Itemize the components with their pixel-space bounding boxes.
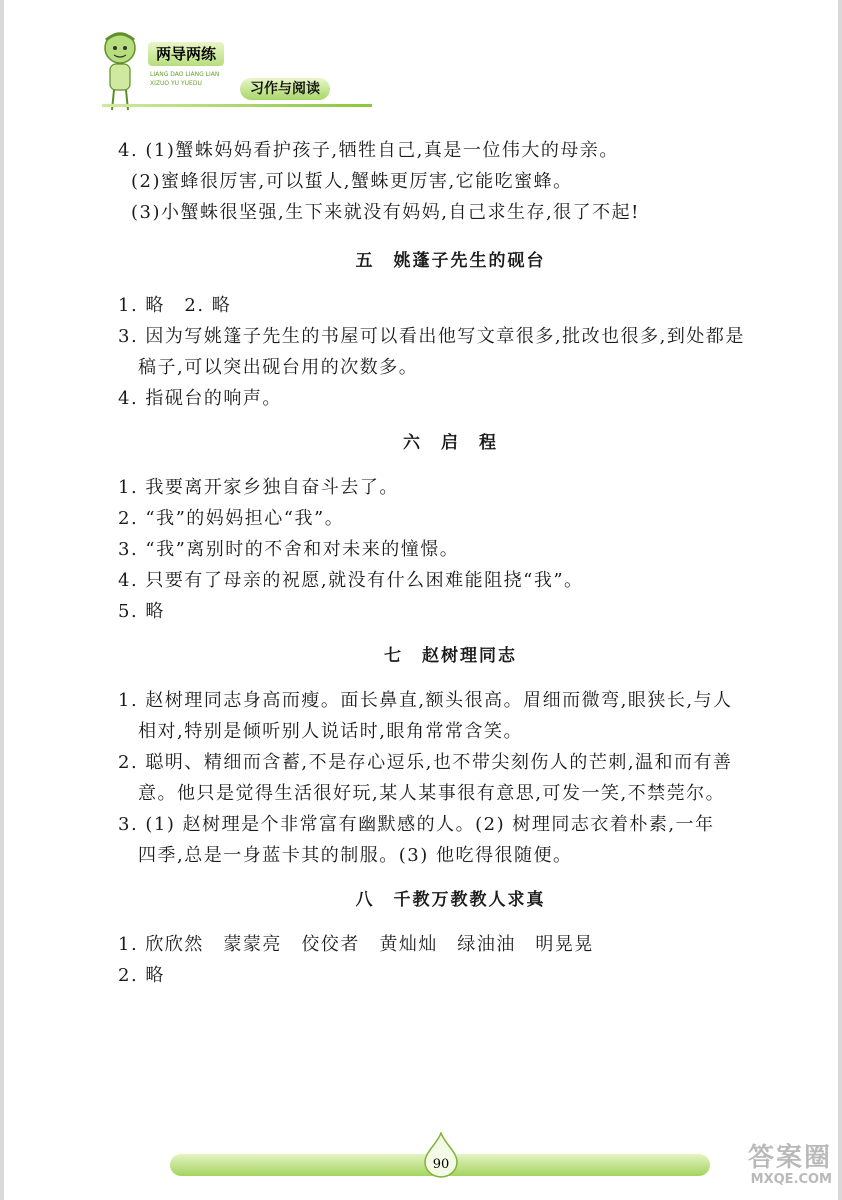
answer-line-continuation: 意。他只是觉得生活很好玩,某人某事很有意思,可发一笑,不禁莞尔。 xyxy=(138,783,726,804)
section-badge: 习作与阅读 xyxy=(240,78,330,100)
pinyin-line-1: LIANG DAO LIANG LIAN xyxy=(150,71,220,78)
spacer xyxy=(118,228,783,232)
answer-content xyxy=(118,135,783,991)
answer-line: 2. “我”的妈妈担心“我”。 xyxy=(118,508,345,529)
page-number: 90 xyxy=(432,1157,450,1172)
answer-line: 1. 略 2. 略 xyxy=(118,295,232,316)
answer-line: 3. (1) 赵树理是个非常富有幽默感的人。(2) 树理同志衣着朴素,一年 xyxy=(118,814,715,835)
section-title: 八 千教万教教人求真 xyxy=(355,890,546,910)
pinyin-line-2: XIZUO YU YUEDU xyxy=(150,80,202,87)
answer-line: 1. 欣欣然 蒙蒙亮 佼佼者 黄灿灿 绿油油 明晃晃 xyxy=(118,934,594,955)
answer-line: 4. 只要有了母亲的祝愿,就没有什么困难能阻挠“我”。 xyxy=(118,570,584,591)
section-title: 六 启 程 xyxy=(403,433,498,453)
header-rule xyxy=(102,104,372,107)
answer-line: 2. 略 xyxy=(118,965,165,986)
answer-line-continuation: 四季,总是一身蓝卡其的制服。(3) 他吃得很随便。 xyxy=(138,845,573,866)
answer-line: 4. 指砚台的响声。 xyxy=(118,388,282,409)
page-footer xyxy=(170,1150,710,1180)
watermark xyxy=(712,1144,832,1192)
answer-line: (3)小蟹蛛很坚强,生下来就没有妈妈,自己求生存,很了不起! xyxy=(131,202,640,223)
page-header xyxy=(90,22,380,112)
brand-title: 两导两练 xyxy=(148,42,224,66)
section-title: 七 赵树理同志 xyxy=(384,646,517,666)
answer-line: 5. 略 xyxy=(118,601,165,622)
answer-line: 1. 赵树理同志身高而瘦。面长鼻直,额头很高。眉细而微弯,眼狭长,与人 xyxy=(118,690,733,711)
answer-line-continuation: 稿子,可以突出砚台用的次数多。 xyxy=(138,357,419,378)
answer-line: 3. “我”离别时的不舍和对未来的憧憬。 xyxy=(118,539,460,560)
brand-pinyin xyxy=(150,70,240,88)
answer-line: (2)蜜蜂很厉害,可以蜇人,蟹蛛更厉害,它能吃蜜蜂。 xyxy=(131,171,573,192)
watermark-logo: 答案圈 xyxy=(747,1143,832,1173)
answer-line-continuation: 相对,特别是倾听别人说话时,眼角常常含笑。 xyxy=(138,721,523,742)
answer-line: 3. 因为写姚篷子先生的书屋可以看出他写文章很多,批改也很多,到处都是 xyxy=(118,326,745,347)
answer-line: 1. 我要离开家乡独自奋斗去了。 xyxy=(118,477,399,498)
answer-line: 2. 聪明、精细而含蓄,不是存心逗乐,也不带尖刻伤人的芒刺,温和而有善 xyxy=(118,752,733,773)
section-title: 五 姚蓬子先生的砚台 xyxy=(355,251,546,271)
watermark-url: MXQE.COM xyxy=(750,1172,832,1187)
answer-line: 4. (1)蟹蛛妈妈看护孩子,牺牲自己,真是一位伟大的母亲。 xyxy=(118,140,619,161)
